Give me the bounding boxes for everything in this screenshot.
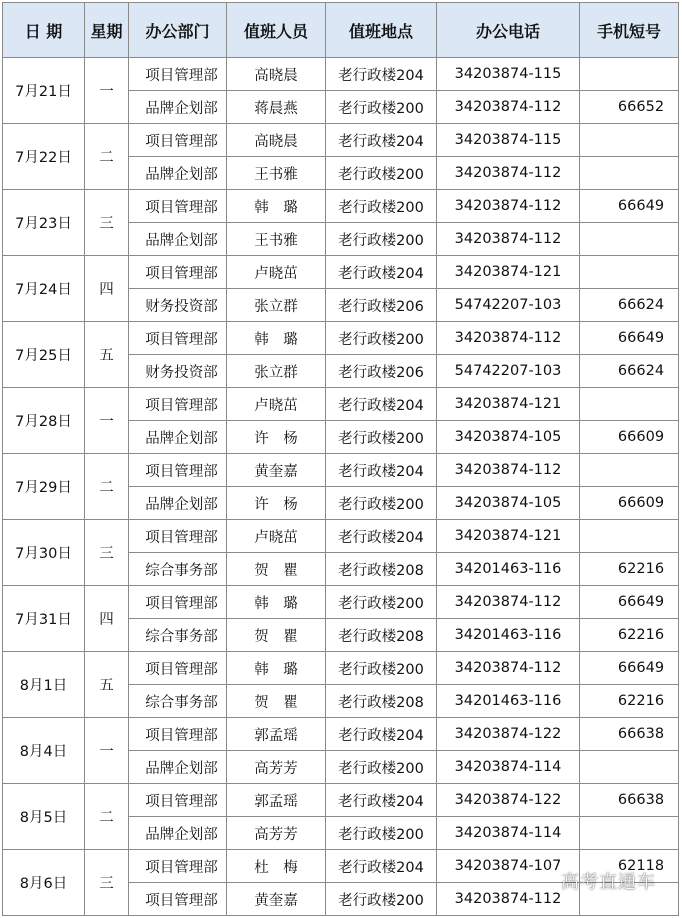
department-cell: 财务投资部	[129, 289, 227, 322]
mobile-sms-cell	[580, 58, 679, 91]
department-cell: 品牌企划部	[129, 157, 227, 190]
weekday-cell: 四	[85, 256, 129, 322]
office-phone-cell: 34203874-115	[437, 124, 580, 157]
staff-name-cell: 张立群	[227, 355, 326, 388]
department-cell: 项目管理部	[129, 124, 227, 157]
department-cell: 品牌企划部	[129, 91, 227, 124]
location-cell: 老行政楼200	[326, 223, 437, 256]
weekday-cell: 五	[85, 322, 129, 388]
location-cell: 老行政楼200	[326, 883, 437, 916]
staff-name-cell: 许 杨	[227, 487, 326, 520]
office-phone-cell: 34203874-112	[437, 586, 580, 619]
department-cell: 项目管理部	[129, 520, 227, 553]
header-location: 值班地点	[326, 3, 437, 58]
office-phone-cell: 34203874-105	[437, 421, 580, 454]
staff-name-cell: 张立群	[227, 289, 326, 322]
date-cell: 7月29日	[3, 454, 85, 520]
header-date: 日 期	[3, 3, 85, 58]
department-cell: 项目管理部	[129, 454, 227, 487]
department-cell: 品牌企划部	[129, 487, 227, 520]
weekday-cell: 一	[85, 718, 129, 784]
header-mobile-sms: 手机短号	[580, 3, 679, 58]
mobile-sms-cell	[580, 124, 679, 157]
date-cell: 7月31日	[3, 586, 85, 652]
staff-name-cell: 郭孟瑶	[227, 784, 326, 817]
staff-name-cell: 贺 瞿	[227, 685, 326, 718]
weekday-cell: 一	[85, 388, 129, 454]
date-cell: 7月30日	[3, 520, 85, 586]
staff-name-cell: 黄奎嘉	[227, 883, 326, 916]
location-cell: 老行政楼200	[326, 586, 437, 619]
office-phone-cell: 54742207-103	[437, 289, 580, 322]
date-cell: 8月5日	[3, 784, 85, 850]
location-cell: 老行政楼204	[326, 124, 437, 157]
department-cell: 项目管理部	[129, 256, 227, 289]
weekday-cell: 五	[85, 652, 129, 718]
office-phone-cell: 34203874-107	[437, 850, 580, 883]
staff-name-cell: 蒋晨燕	[227, 91, 326, 124]
office-phone-cell: 34201463-116	[437, 619, 580, 652]
date-cell: 7月25日	[3, 322, 85, 388]
office-phone-cell: 34203874-122	[437, 784, 580, 817]
department-cell: 项目管理部	[129, 322, 227, 355]
staff-name-cell: 卢晓茁	[227, 520, 326, 553]
location-cell: 老行政楼208	[326, 553, 437, 586]
location-cell: 老行政楼204	[326, 850, 437, 883]
table-row	[3, 586, 679, 619]
location-cell: 老行政楼200	[326, 421, 437, 454]
roster-body	[3, 58, 679, 916]
office-phone-cell: 34203874-112	[437, 91, 580, 124]
office-phone-cell: 34203874-112	[437, 652, 580, 685]
mobile-sms-cell: 66609	[580, 421, 679, 454]
office-phone-cell: 34203874-115	[437, 58, 580, 91]
mobile-sms-cell: 66652	[580, 91, 679, 124]
duty-roster-table	[2, 2, 679, 916]
office-phone-cell: 34203874-112	[437, 454, 580, 487]
date-cell: 7月28日	[3, 388, 85, 454]
office-phone-cell: 34203874-112	[437, 157, 580, 190]
department-cell: 综合事务部	[129, 553, 227, 586]
location-cell: 老行政楼200	[326, 487, 437, 520]
office-phone-cell: 54742207-103	[437, 355, 580, 388]
staff-name-cell: 高芳芳	[227, 751, 326, 784]
staff-name-cell: 贺 瞿	[227, 619, 326, 652]
mobile-sms-cell: 66638	[580, 718, 679, 751]
table-row	[3, 190, 679, 223]
staff-name-cell: 黄奎嘉	[227, 454, 326, 487]
department-cell: 项目管理部	[129, 190, 227, 223]
staff-name-cell: 卢晓茁	[227, 256, 326, 289]
mobile-sms-cell: 66624	[580, 355, 679, 388]
location-cell: 老行政楼204	[326, 784, 437, 817]
staff-name-cell: 郭孟瑶	[227, 718, 326, 751]
office-phone-cell: 34203874-112	[437, 223, 580, 256]
table-row	[3, 322, 679, 355]
table-row	[3, 124, 679, 157]
mobile-sms-cell: 66649	[580, 322, 679, 355]
location-cell: 老行政楼200	[326, 322, 437, 355]
location-cell: 老行政楼200	[326, 157, 437, 190]
staff-name-cell: 杜 梅	[227, 850, 326, 883]
table-row	[3, 718, 679, 751]
mobile-sms-cell: 66638	[580, 784, 679, 817]
mobile-sms-cell: 66624	[580, 289, 679, 322]
department-cell: 项目管理部	[129, 718, 227, 751]
header-row	[3, 3, 679, 58]
department-cell: 项目管理部	[129, 652, 227, 685]
date-cell: 7月24日	[3, 256, 85, 322]
mobile-sms-cell	[580, 520, 679, 553]
department-cell: 项目管理部	[129, 58, 227, 91]
mobile-sms-cell	[580, 817, 679, 850]
date-cell: 7月21日	[3, 58, 85, 124]
office-phone-cell: 34201463-116	[437, 685, 580, 718]
location-cell: 老行政楼200	[326, 190, 437, 223]
mobile-sms-cell: 66609	[580, 487, 679, 520]
location-cell: 老行政楼208	[326, 619, 437, 652]
location-cell: 老行政楼204	[326, 718, 437, 751]
location-cell: 老行政楼206	[326, 289, 437, 322]
staff-name-cell: 王书雅	[227, 223, 326, 256]
location-cell: 老行政楼200	[326, 91, 437, 124]
header-department: 办公部门	[129, 3, 227, 58]
location-cell: 老行政楼204	[326, 256, 437, 289]
department-cell: 综合事务部	[129, 685, 227, 718]
office-phone-cell: 34203874-105	[437, 487, 580, 520]
department-cell: 项目管理部	[129, 850, 227, 883]
weekday-cell: 二	[85, 124, 129, 190]
office-phone-cell: 34203874-112	[437, 322, 580, 355]
staff-name-cell: 韩 璐	[227, 190, 326, 223]
department-cell: 项目管理部	[129, 883, 227, 916]
location-cell: 老行政楼204	[326, 58, 437, 91]
header-staff: 值班人员	[227, 3, 326, 58]
department-cell: 品牌企划部	[129, 817, 227, 850]
mobile-sms-cell	[580, 751, 679, 784]
department-cell: 项目管理部	[129, 388, 227, 421]
office-phone-cell: 34203874-112	[437, 190, 580, 223]
location-cell: 老行政楼200	[326, 652, 437, 685]
mobile-sms-cell: 66649	[580, 652, 679, 685]
staff-name-cell: 高晓晨	[227, 124, 326, 157]
table-row	[3, 388, 679, 421]
department-cell: 项目管理部	[129, 784, 227, 817]
header-office-phone: 办公电话	[437, 3, 580, 58]
table-row	[3, 784, 679, 817]
office-phone-cell: 34203874-121	[437, 256, 580, 289]
department-cell: 综合事务部	[129, 619, 227, 652]
office-phone-cell: 34203874-121	[437, 388, 580, 421]
weekday-cell: 三	[85, 520, 129, 586]
weekday-cell: 三	[85, 190, 129, 256]
staff-name-cell: 许 杨	[227, 421, 326, 454]
mobile-sms-cell	[580, 223, 679, 256]
office-phone-cell: 34203874-121	[437, 520, 580, 553]
mobile-sms-cell: 62216	[580, 553, 679, 586]
mobile-sms-cell: 66649	[580, 586, 679, 619]
date-cell: 8月1日	[3, 652, 85, 718]
staff-name-cell: 韩 璐	[227, 322, 326, 355]
table-row	[3, 454, 679, 487]
date-cell: 8月4日	[3, 718, 85, 784]
date-cell: 7月22日	[3, 124, 85, 190]
department-cell: 财务投资部	[129, 355, 227, 388]
table-row	[3, 256, 679, 289]
location-cell: 老行政楼200	[326, 751, 437, 784]
mobile-sms-cell	[580, 256, 679, 289]
office-phone-cell: 34201463-116	[437, 553, 580, 586]
department-cell: 品牌企划部	[129, 223, 227, 256]
weekday-cell: 三	[85, 850, 129, 916]
date-cell: 8月6日	[3, 850, 85, 916]
weekday-cell: 二	[85, 784, 129, 850]
staff-name-cell: 韩 璐	[227, 586, 326, 619]
location-cell: 老行政楼200	[326, 817, 437, 850]
office-phone-cell: 34203874-122	[437, 718, 580, 751]
department-cell: 品牌企划部	[129, 751, 227, 784]
table-row	[3, 58, 679, 91]
table-row	[3, 520, 679, 553]
staff-name-cell: 高芳芳	[227, 817, 326, 850]
mobile-sms-cell	[580, 454, 679, 487]
date-cell: 7月23日	[3, 190, 85, 256]
table-row	[3, 652, 679, 685]
department-cell: 品牌企划部	[129, 421, 227, 454]
mobile-sms-cell	[580, 157, 679, 190]
staff-name-cell: 贺 瞿	[227, 553, 326, 586]
location-cell: 老行政楼206	[326, 355, 437, 388]
weekday-cell: 一	[85, 58, 129, 124]
location-cell: 老行政楼204	[326, 388, 437, 421]
location-cell: 老行政楼208	[326, 685, 437, 718]
watermark-text: 高考直通车	[561, 872, 656, 893]
mobile-sms-cell: 62216	[580, 619, 679, 652]
staff-name-cell: 高晓晨	[227, 58, 326, 91]
location-cell: 老行政楼204	[326, 520, 437, 553]
header-weekday: 星期	[85, 3, 129, 58]
staff-name-cell: 韩 璐	[227, 652, 326, 685]
weekday-cell: 四	[85, 586, 129, 652]
mobile-sms-cell: 62118	[580, 850, 679, 883]
office-phone-cell: 34203874-114	[437, 751, 580, 784]
mobile-sms-cell: 66649	[580, 190, 679, 223]
department-cell: 项目管理部	[129, 586, 227, 619]
office-phone-cell: 34203874-112	[437, 883, 580, 916]
staff-name-cell: 王书雅	[227, 157, 326, 190]
staff-name-cell: 卢晓茁	[227, 388, 326, 421]
mobile-sms-cell: 62216	[580, 685, 679, 718]
weekday-cell: 二	[85, 454, 129, 520]
location-cell: 老行政楼204	[326, 454, 437, 487]
mobile-sms-cell	[580, 388, 679, 421]
office-phone-cell: 34203874-114	[437, 817, 580, 850]
